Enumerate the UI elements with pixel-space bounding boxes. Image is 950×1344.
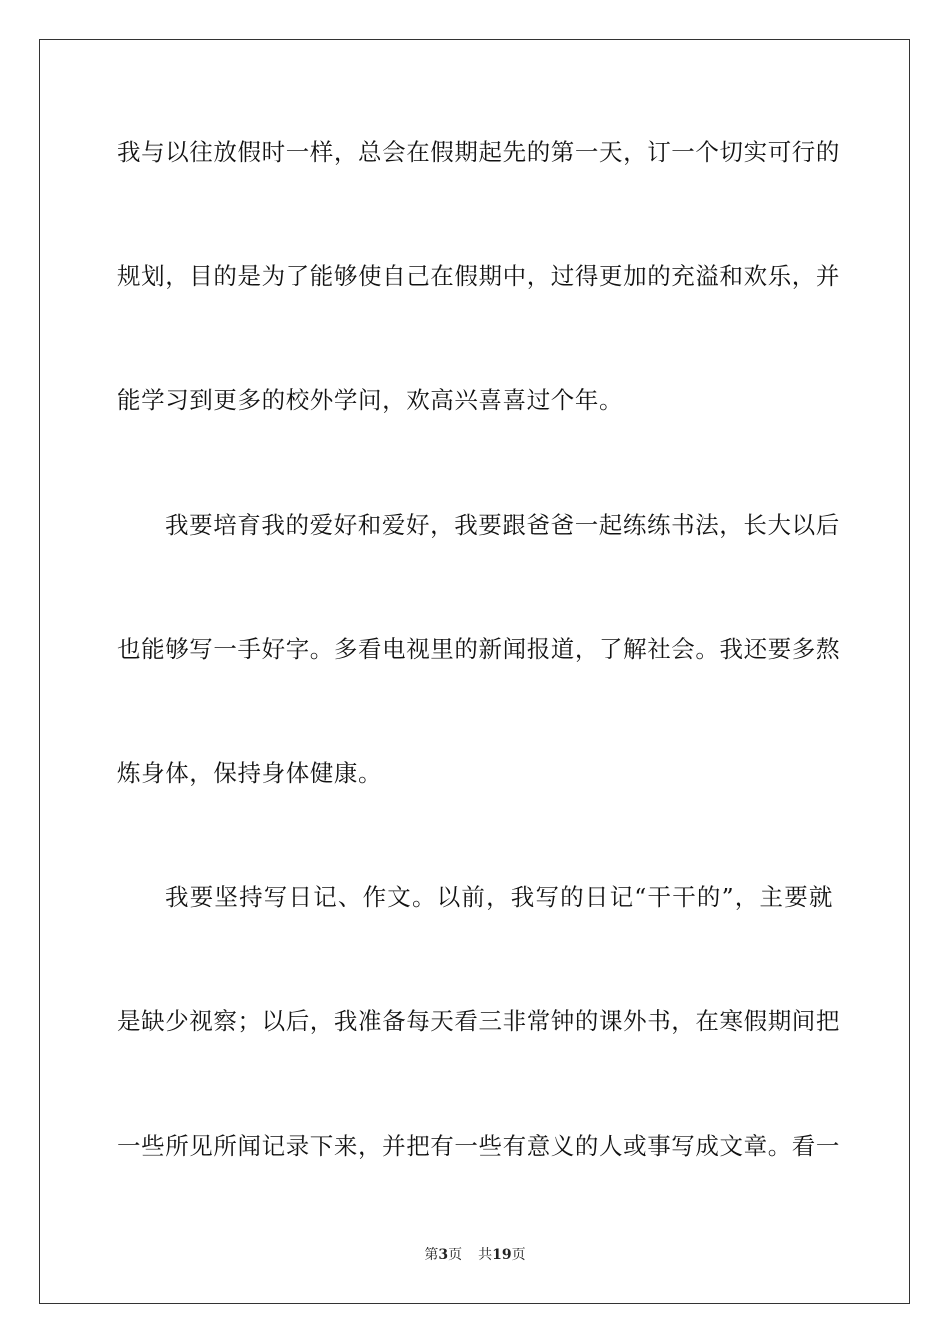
text-line: 是缺少视察；以后，我准备每天看三非常钟的课外书，在寒假期间把	[117, 1007, 840, 1035]
paragraph-first-line: 我要坚持写日记、作文。以前，我写的日记“干干的”，主要就	[165, 883, 833, 911]
text-line: 炼身体，保持身体健康。	[117, 759, 383, 787]
page-number-suffix: 页	[448, 1247, 463, 1263]
text-line: 我与以往放假时一样，总会在假期起先的第一天，订一个切实可行的	[117, 138, 840, 166]
page-footer	[0, 1246, 950, 1264]
text-line: 规划，目的是为了能够使自己在假期中，过得更加的充溢和欢乐，并	[117, 262, 840, 290]
text-line: 也能够写一手好字。多看电视里的新闻报道，了解社会。我还要多熬	[117, 635, 840, 663]
paragraph-first-line: 我要培育我的爱好和爱好，我要跟爸爸一起练练书法，长大以后	[165, 511, 840, 539]
page-number-prefix: 第	[424, 1247, 439, 1263]
page-number-current: 3	[438, 1247, 449, 1263]
page-total: 19	[492, 1247, 512, 1263]
text-line: 能学习到更多的校外学问，欢高兴喜喜过个年。	[117, 386, 624, 414]
page-total-prefix: 共	[478, 1247, 493, 1263]
page-total-suffix: 页	[511, 1247, 526, 1263]
text-line: 一些所见所闻记录下来，并把有一些有意义的人或事写成文章。看一	[117, 1132, 840, 1160]
page-frame	[39, 39, 910, 1304]
